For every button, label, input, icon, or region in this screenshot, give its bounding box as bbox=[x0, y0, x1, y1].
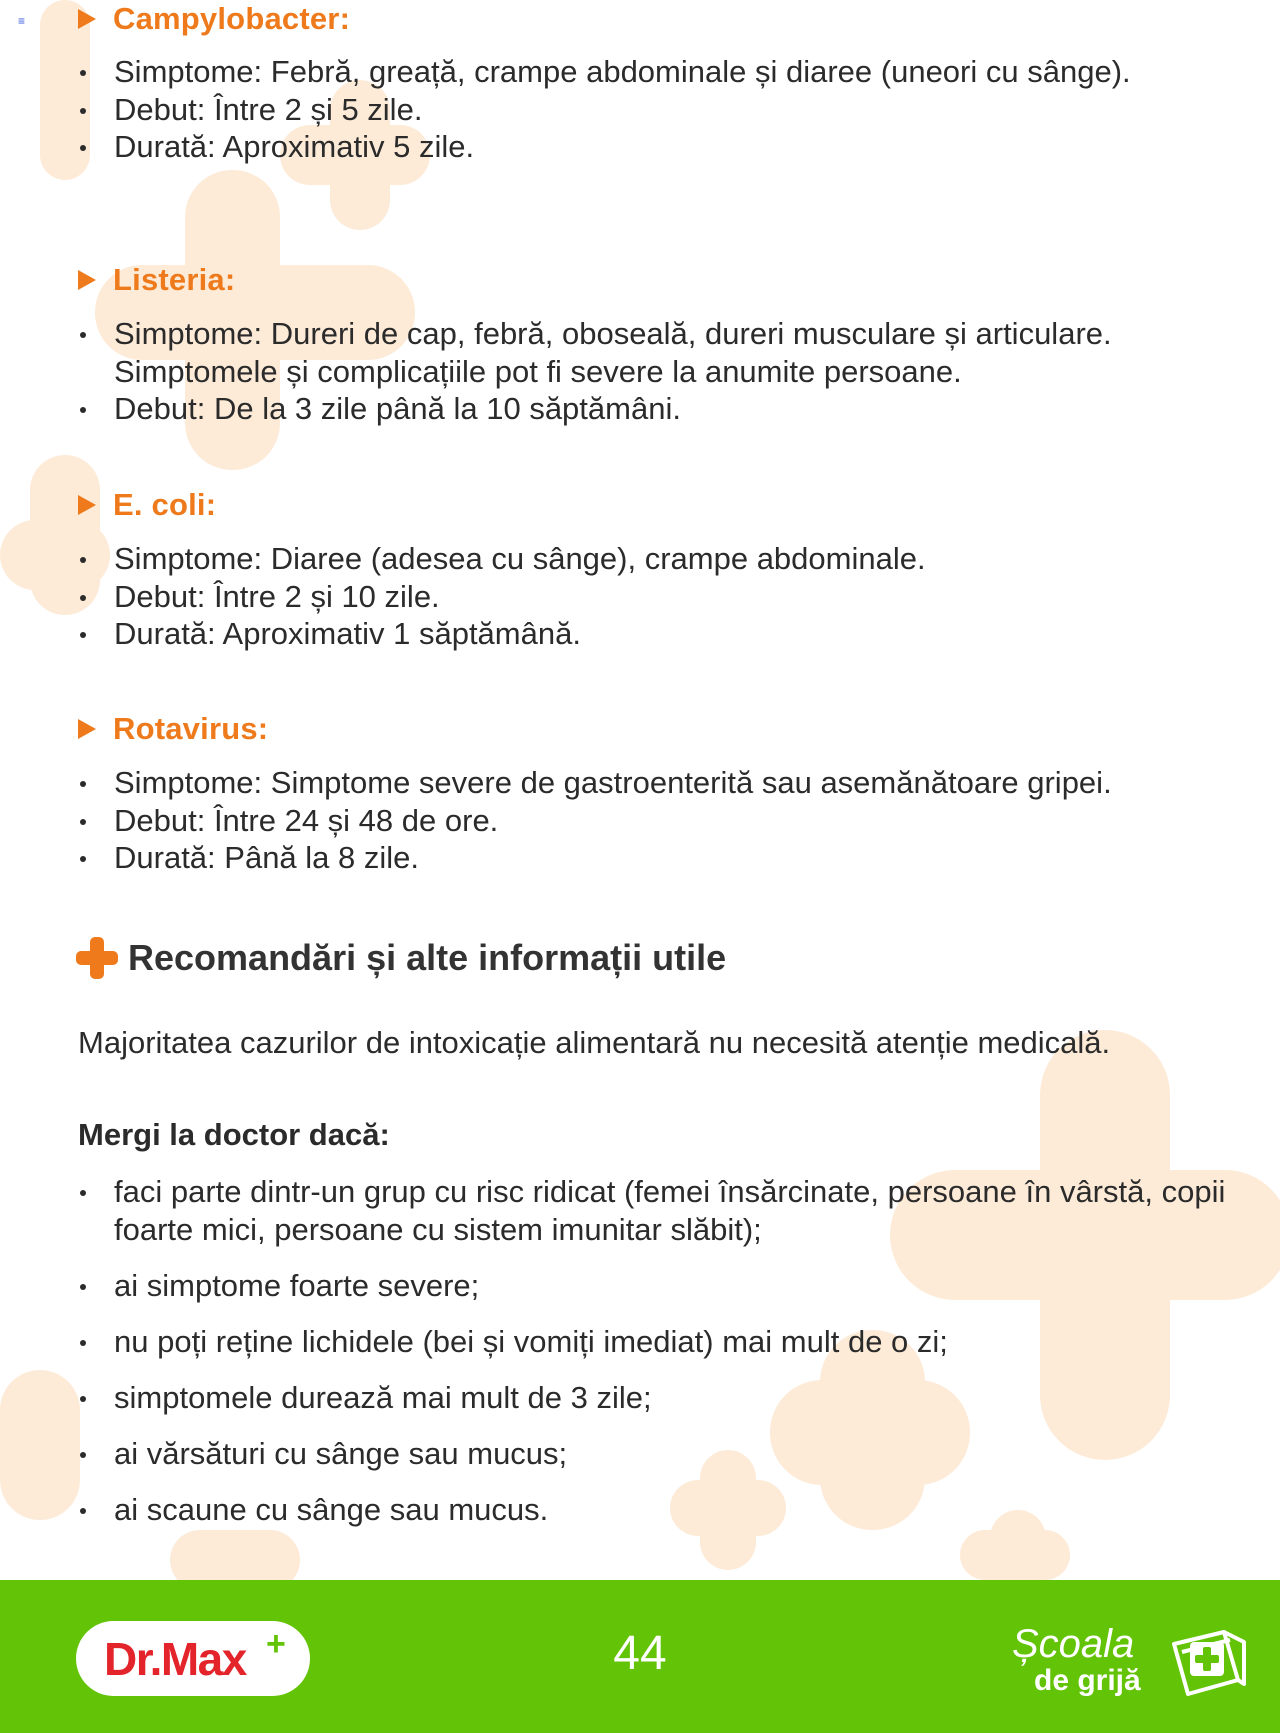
doctor-heading: Mergi la doctor dacă: bbox=[78, 1117, 390, 1152]
section-header-listeria bbox=[78, 262, 235, 298]
program-name-line1: Școala bbox=[1012, 1622, 1135, 1666]
list-item: faci parte dintr-un grup cu risc ridicat (femei însărcinate, persoane în vârstă, copii foarte mici, persoane cu sistem imunitar slăbit); bbox=[78, 1173, 1228, 1248]
rotavirus-list bbox=[78, 764, 1228, 877]
scoala-de-grija-logo bbox=[1012, 1622, 1252, 1702]
brand-name: Dr.Max bbox=[104, 1633, 246, 1685]
triangle-bullet-icon bbox=[78, 9, 96, 29]
recommendations-title: Recomandări și alte informații utile bbox=[128, 937, 727, 978]
section-title: Campylobacter: bbox=[113, 1, 351, 36]
recommendations-header bbox=[76, 937, 726, 979]
plus-icon bbox=[76, 937, 118, 979]
list-item: Simptome: Febră, greață, crampe abdominale și diaree (uneori cu sânge). bbox=[78, 53, 1228, 91]
section-title: Listeria: bbox=[113, 262, 236, 297]
list-item: Simptome: Diaree (adesea cu sânge), crampe abdominale. bbox=[78, 540, 1228, 578]
list-item: Durată: Aproximativ 1 săptămână. bbox=[78, 615, 1228, 653]
list-item: Simptome: Dureri de cap, febră, oboseală, dureri musculare și articulare. Simptomele și complicațiile pot fi severe la anumite persoane. bbox=[78, 315, 1228, 390]
list-item: Debut: De la 3 zile până la 10 săptămâni. bbox=[78, 390, 1228, 428]
list-item: Debut: Între 2 și 5 zile. bbox=[78, 91, 1228, 129]
list-item: ai vărsături cu sânge sau mucus; bbox=[78, 1435, 1228, 1473]
doctor-list bbox=[78, 1173, 1228, 1547]
brand-plus-icon: + bbox=[266, 1625, 286, 1663]
recommendations-intro: Majoritatea cazurilor de intoxicație alimentară nu necesită atenție medicală. bbox=[78, 1025, 1111, 1060]
list-item: Debut: Între 2 și 10 zile. bbox=[78, 578, 1228, 616]
menu-icon[interactable]: ≡ bbox=[18, 14, 26, 28]
section-title: E. coli: bbox=[113, 487, 217, 522]
section-header-rotavirus bbox=[78, 711, 268, 747]
section-header-campylobacter bbox=[78, 1, 350, 37]
list-item: ai simptome foarte severe; bbox=[78, 1267, 1228, 1305]
drmax-logo[interactable] bbox=[76, 1621, 310, 1696]
campylobacter-list bbox=[78, 53, 1228, 166]
notebook-plus-icon bbox=[1164, 1622, 1248, 1702]
ecoli-list bbox=[78, 540, 1228, 653]
list-item: ai scaune cu sânge sau mucus. bbox=[78, 1491, 1228, 1529]
triangle-bullet-icon bbox=[78, 270, 96, 290]
list-item: Durată: Aproximativ 5 zile. bbox=[78, 128, 1228, 166]
list-item: Simptome: Simptome severe de gastroenterită sau asemănătoare gripei. bbox=[78, 764, 1228, 802]
list-item: nu poți reține lichidele (bei și vomiți imediat) mai mult de o zi; bbox=[78, 1323, 1228, 1361]
triangle-bullet-icon bbox=[78, 495, 96, 515]
list-item: Debut: Între 24 și 48 de ore. bbox=[78, 802, 1228, 840]
section-title: Rotavirus: bbox=[113, 711, 269, 746]
listeria-list bbox=[78, 315, 1228, 428]
section-header-ecoli bbox=[78, 487, 216, 523]
page-number: 44 bbox=[613, 1627, 667, 1680]
program-name-line2: de grijă bbox=[1034, 1664, 1141, 1697]
list-item: simptomele durează mai mult de 3 zile; bbox=[78, 1379, 1228, 1417]
list-item: Durată: Până la 8 zile. bbox=[78, 839, 1228, 877]
footer-bar bbox=[0, 1580, 1280, 1733]
triangle-bullet-icon bbox=[78, 719, 96, 739]
